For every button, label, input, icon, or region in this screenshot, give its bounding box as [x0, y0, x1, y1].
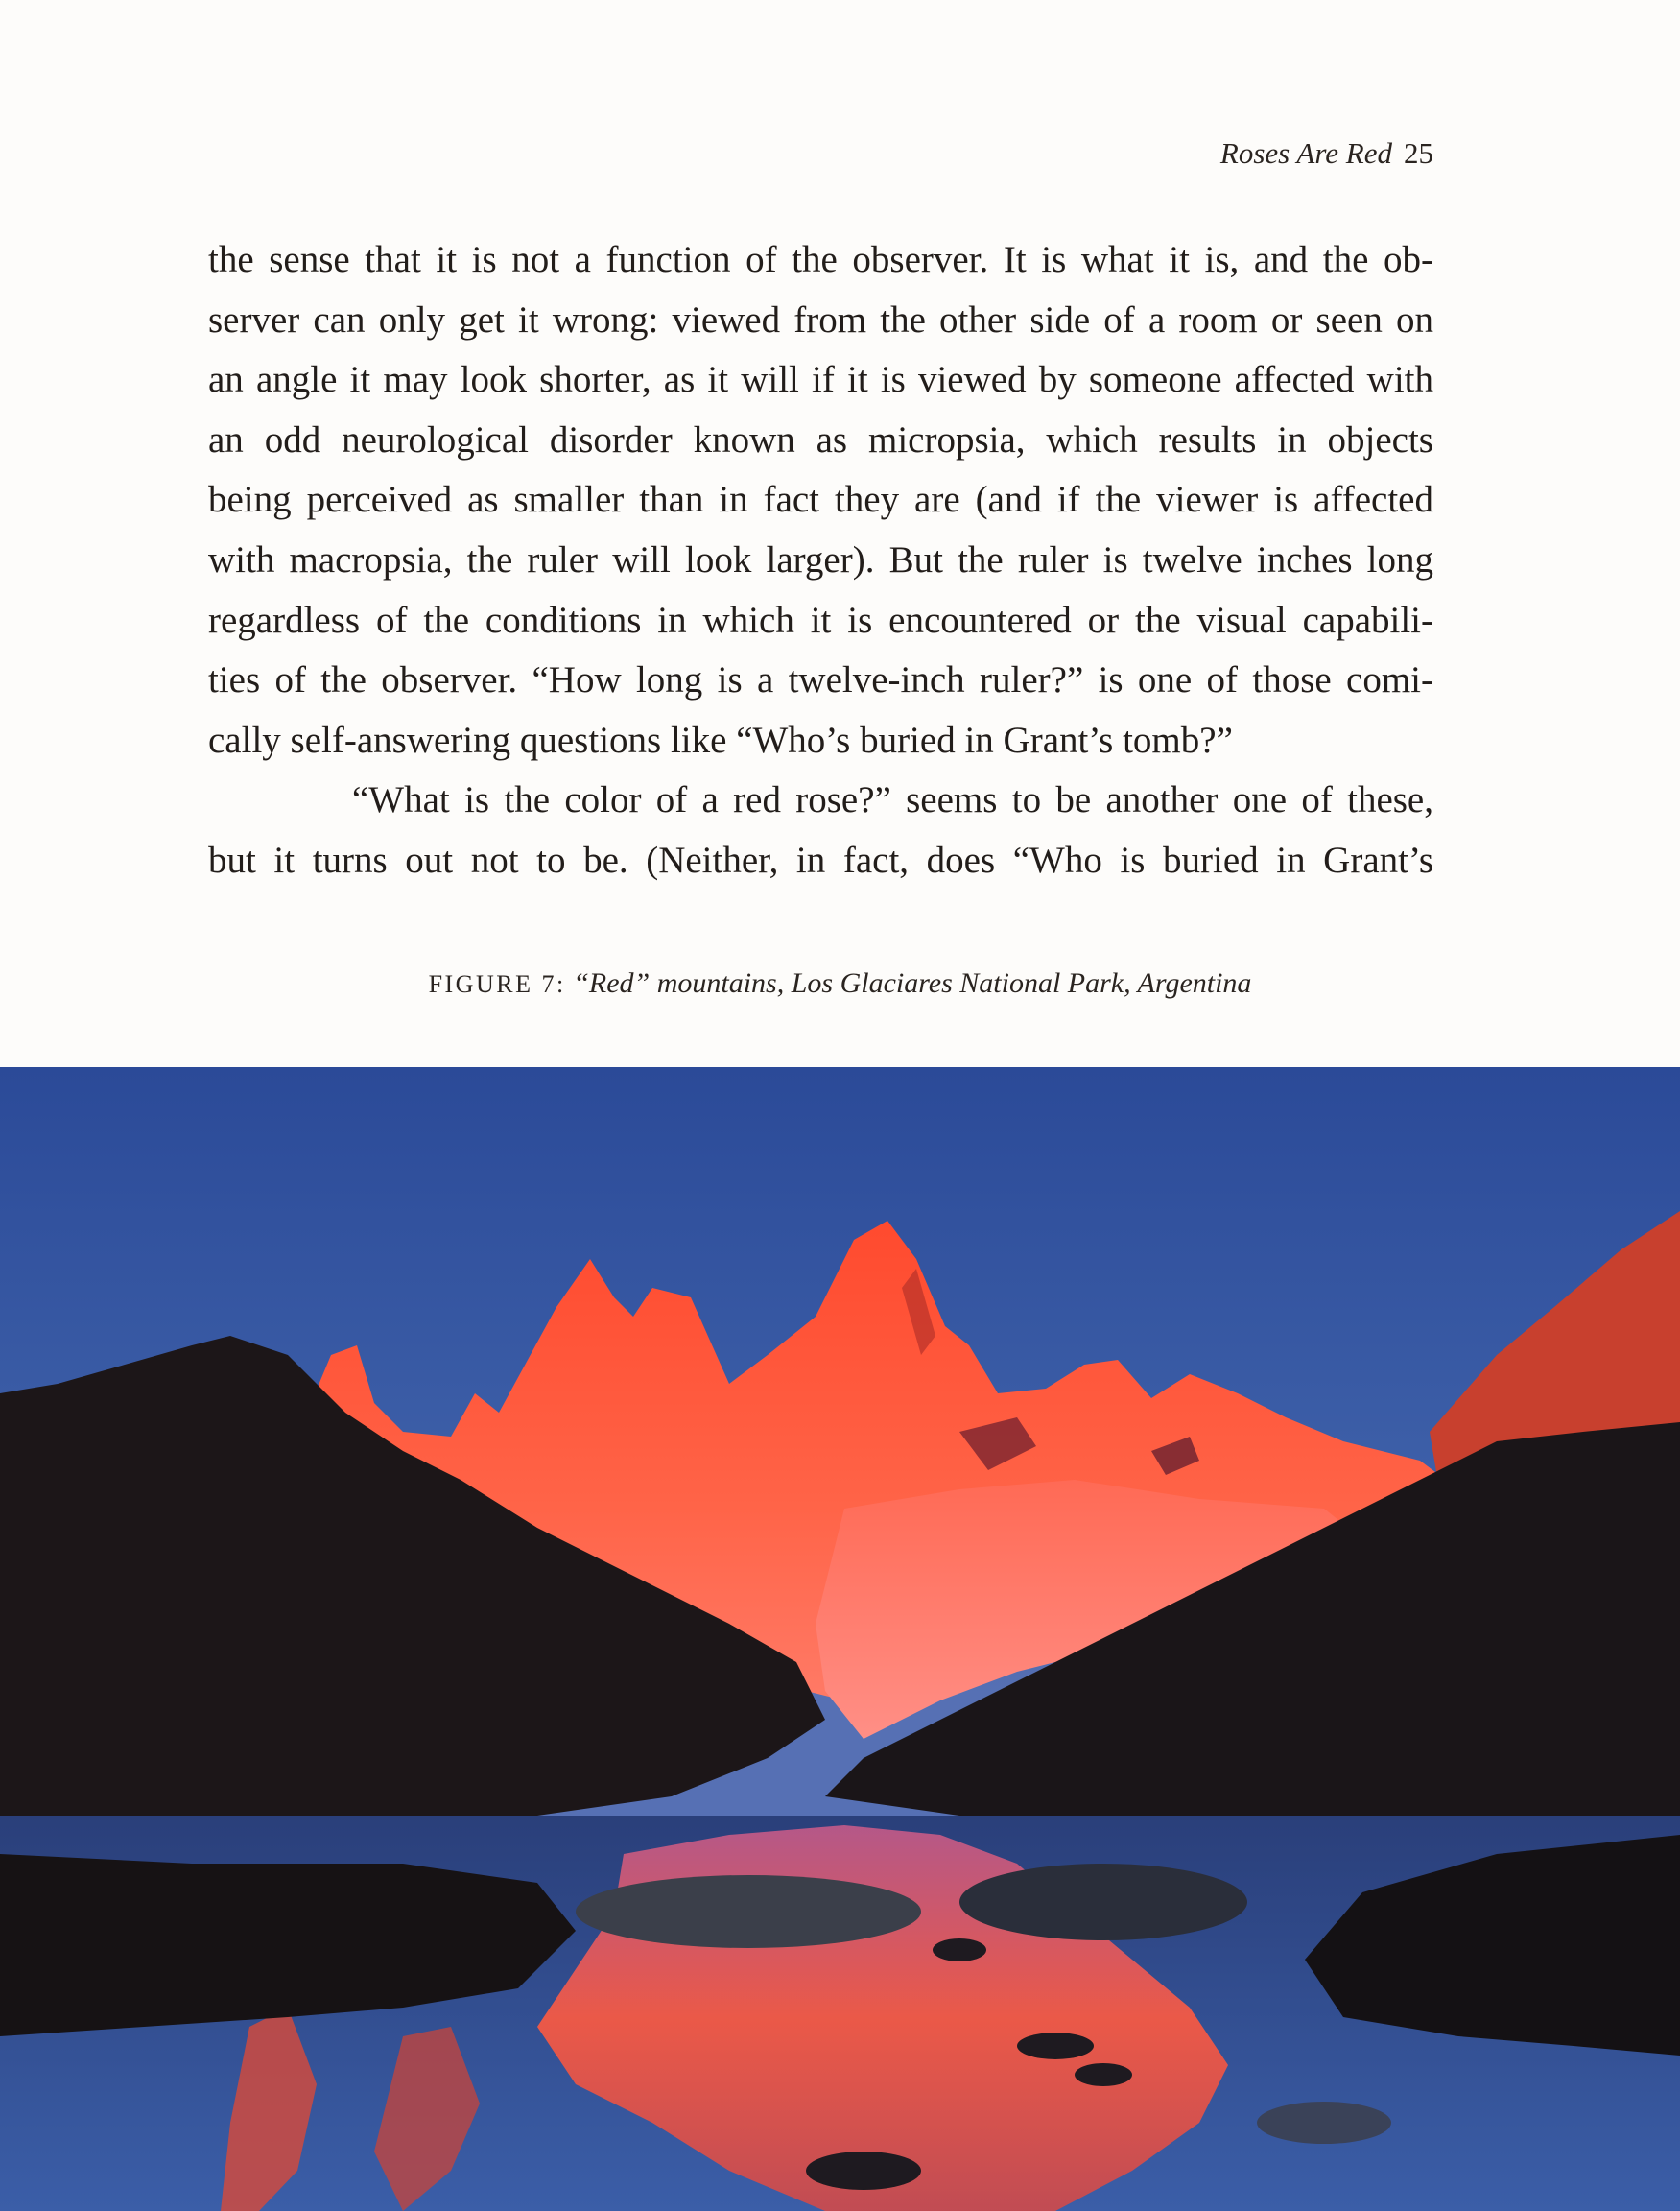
body-text: [208, 230, 1433, 892]
text-line: cally self-answering questions like “Who’s buried in Grant’s tomb?”: [208, 719, 1233, 761]
text-line: but it turns out not to be. (Neither, in fact, does “Who is buried in Grant’s: [208, 839, 1433, 881]
rock: [576, 1875, 921, 1948]
page-number: 25: [1404, 136, 1433, 170]
text-line: ties of the observer. “How long is a twelve-inch ruler?” is one of those comi-: [208, 659, 1433, 701]
running-head: [1220, 136, 1433, 171]
mountain-photo: [0, 1067, 1680, 2211]
figure-caption: [0, 967, 1680, 1000]
figure-label: FIGURE 7:: [428, 970, 566, 998]
rock: [933, 1938, 986, 1961]
running-head-title: Roses Are Red: [1219, 136, 1392, 170]
text-line: an angle it may look shorter, as it will if it is viewed by someone affected with: [208, 359, 1433, 401]
text-line: server can only get it wrong: viewed from the other side of a room or seen on: [208, 298, 1433, 341]
figure-caption-text: “Red” mountains, Los Glaciares National Park, Argentina: [573, 967, 1252, 999]
text-line: with macropsia, the ruler will look larger). But the ruler is twelve inches long: [208, 538, 1433, 581]
text-line: the sense that it is not a function of the observer. It is what it is, and the ob-: [208, 239, 1433, 280]
rock: [959, 1864, 1247, 1940]
text-line: an odd neurological disorder known as micropsia, which results in objects: [208, 418, 1433, 461]
rock: [1017, 2033, 1094, 2059]
text-line: being perceived as smaller than in fact they are (and if the viewer is affected: [208, 479, 1433, 521]
rock: [806, 2152, 921, 2190]
text-line: regardless of the conditions in which it is encountered or the visual capabili-: [208, 599, 1433, 641]
text-line: “What is the color of a red rose?” seems to be another one of these,: [352, 779, 1433, 821]
rock: [1257, 2102, 1391, 2144]
rock: [1075, 2063, 1132, 2086]
